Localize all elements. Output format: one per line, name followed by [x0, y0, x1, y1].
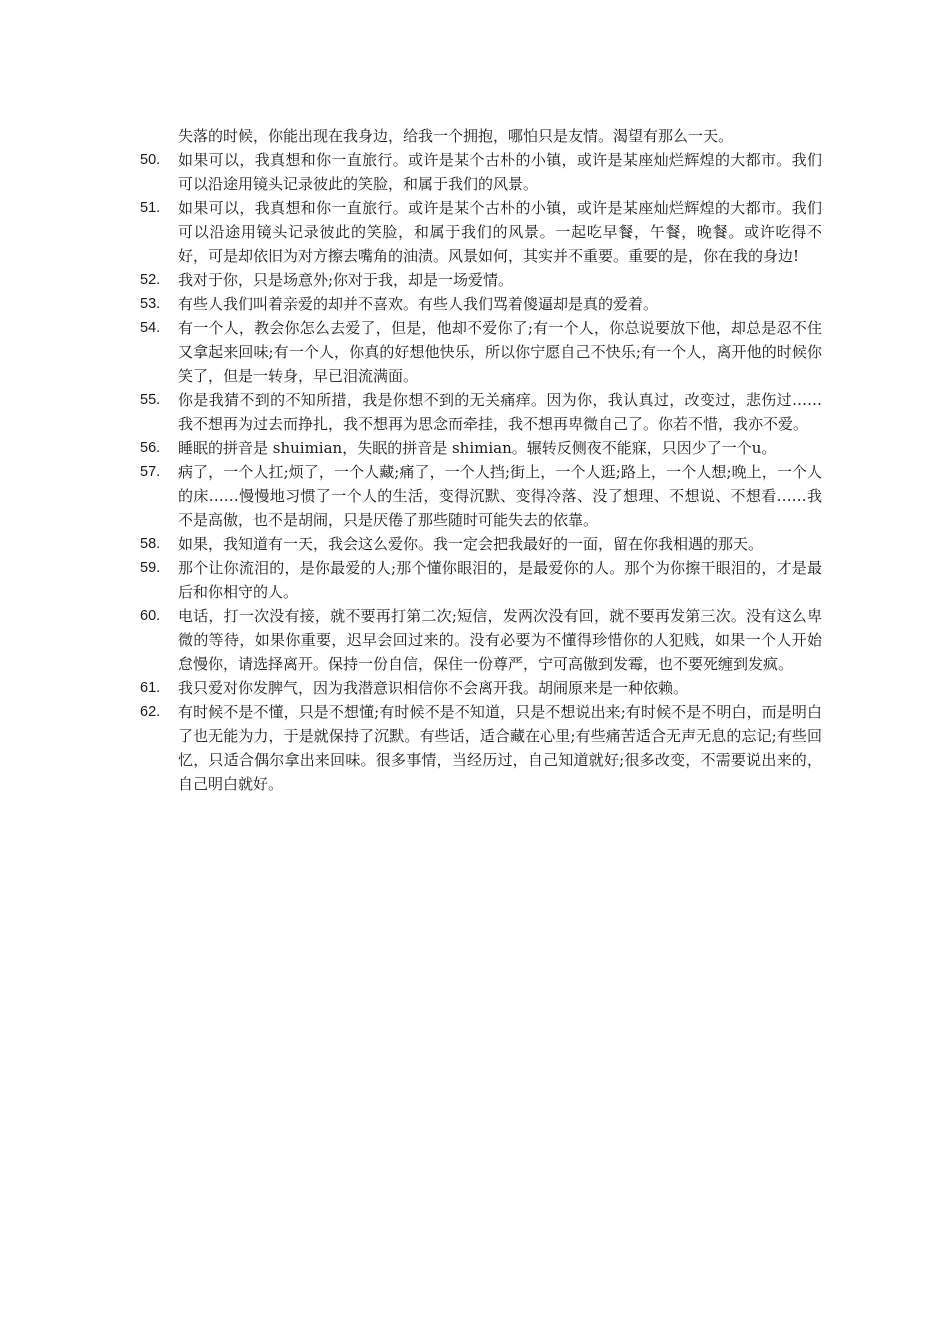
list-item-text: 如果可以，我真想和你一直旅行。或许是某个古朴的小镇，或许是某座灿烂辉煌的大都市。我们可以沿途用镜头记录彼此的笑脸，和属于我们的风景。一起吃早餐，午餐，晚餐。或许吃得不好，可是却依旧为对方擦去嘴角的油渍。风景如何，其实并不重要。重要的是，你在我的身边! — [178, 199, 822, 265]
list-item-text: 我只爱对你发脾气，因为我潜意识相信你不会离开我。胡闹原来是一种依赖。 — [178, 679, 689, 697]
list-item-number: 50. — [140, 152, 161, 168]
list-item-text: 如果可以，我真想和你一直旅行。或许是某个古朴的小镇，或许是某座灿烂辉煌的大都市。我们可以沿途用镜头记录彼此的笑脸，和属于我们的风景。 — [178, 151, 822, 193]
list-item-text: 有时候不是不懂，只是不想懂;有时候不是不知道，只是不想说出来;有时候不是不明白，而是明白了也无能为力，于是就保持了沉默。有些话，适合藏在心里;有些痛苦适合无声无息的忘记;有些回忆，只适合偶尔拿出来回味。很多事情，当经历过，自己知道就好;很多改变，不需要说出来的，自己明白就好。 — [178, 703, 822, 793]
list-item-text: 那个让你流泪的，是你最爱的人;那个懂你眼泪的，是最爱你的人。那个为你擦干眼泪的，才是最后和你相守的人。 — [178, 559, 822, 601]
list-item — [140, 460, 822, 532]
list-item-number: 60. — [140, 608, 161, 624]
list-item-text: 如果，我知道有一天，我会这么爱你。我一定会把我最好的一面，留在你我相遇的那天。 — [178, 535, 764, 553]
list-item-number: 54. — [140, 320, 161, 336]
list-item-number: 52. — [140, 272, 161, 288]
list-item-number: 61. — [140, 680, 161, 696]
continued-paragraph: 失落的时候，你能出现在我身边，给我一个拥抱，哪怕只是友情。渴望有那么一天。 — [178, 127, 734, 145]
list-item-text: 有一个人，教会你怎么去爱了，但是，他却不爱你了;有一个人，你总说要放下他，却总是忍不住又拿起来回味;有一个人，你真的好想他快乐，所以你宁愿自己不快乐;有一个人，离开他的时候你笑了，但是一转身，早已泪流满面。 — [178, 319, 822, 385]
list-item — [140, 196, 822, 268]
list-item — [140, 388, 822, 436]
list-item-number: 53. — [140, 296, 161, 312]
list-item-number: 62. — [140, 704, 161, 720]
list-item-text: 你是我猜不到的不知所措，我是你想不到的无关痛痒。因为你，我认真过，改变过，悲伤过……我不想再为过去而挣扎，我不想再为思念而牵挂，我不想再卑微自己了。你若不惜，我亦不爱。 — [178, 391, 822, 433]
list-item — [140, 268, 822, 292]
list-item — [140, 148, 822, 196]
list-item-number: 51. — [140, 200, 161, 216]
list-item-number: 56. — [140, 440, 161, 456]
list-item — [140, 556, 822, 604]
list-item-number: 59. — [140, 560, 161, 576]
page-content — [140, 124, 822, 796]
list-item-number: 55. — [140, 392, 161, 408]
list-item — [140, 676, 822, 700]
list-item-text: 睡眠的拼音是 shuimian，失眠的拼音是 shimian。辗转反侧夜不能寐，只因少了一个u。 — [178, 439, 777, 457]
list-item — [140, 532, 822, 556]
list-item — [140, 316, 822, 388]
list-item-text: 有些人我们叫着亲爱的却并不喜欢。有些人我们骂着傻逼却是真的爱着。 — [178, 295, 659, 313]
list-item — [140, 436, 822, 460]
list-item — [140, 292, 822, 316]
list-item-text: 电话，打一次没有接，就不要再打第二次;短信，发两次没有回，就不要再发第三次。没有这么卑微的等待，如果你重要，迟早会回过来的。没有必要为不懂得珍惜你的人犯贱，如果一个人开始怠慢你，请选择离开。保持一份自信，保住一份尊严，宁可高傲到发霉，也不要死缠到发疯。 — [178, 607, 822, 673]
list-item — [140, 604, 822, 676]
list-item — [140, 700, 822, 796]
numbered-list — [140, 148, 822, 796]
list-item-text: 我对于你，只是场意外;你对于我，却是一场爱情。 — [178, 271, 514, 289]
list-item-text: 病了，一个人扛;烦了，一个人藏;痛了，一个人挡;街上，一个人逛;路上，一个人想;晚上，一个人的床……慢慢地习惯了一个人的生活，变得沉默、变得冷落、没了想理、不想说、不想看……我不是高傲，也不是胡闹，只是厌倦了那些随时可能失去的依靠。 — [178, 463, 822, 529]
list-item-number: 58. — [140, 536, 161, 552]
list-item-number: 57. — [140, 464, 161, 480]
